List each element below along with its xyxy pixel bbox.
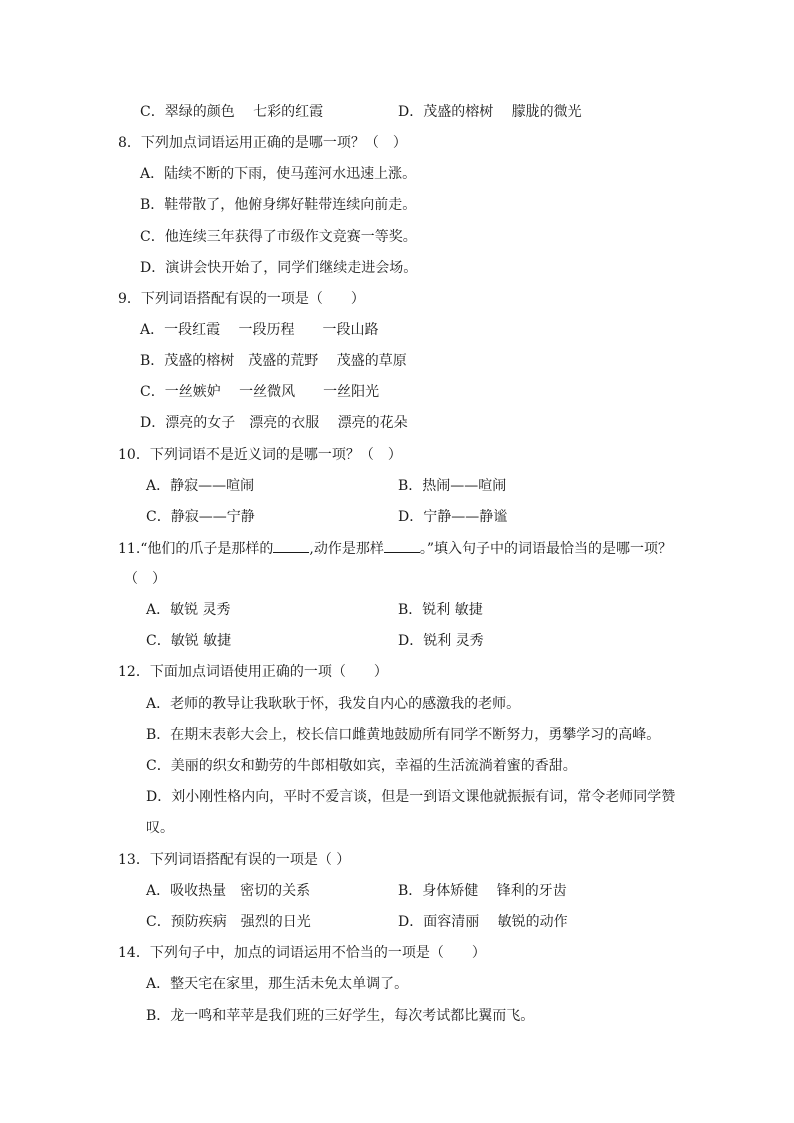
- q11-stem-part1: 11.“他们的爪子是那样的: [118, 541, 274, 557]
- q12-option-d-line1: D．刘小刚性格内向，平时不爱言谈，但是一到语文课他就振振有词，常令老师同学赞: [146, 789, 676, 805]
- q14-option-b: B．龙一鸣和苹苹是我们班的三好学生，每次考试都比翼而飞。: [146, 1008, 535, 1024]
- q12-option-a: A．老师的教导让我耿耿于怀，我发自内心的感激我的老师。: [146, 696, 521, 712]
- q12-option-d-line2: 叹。: [146, 820, 174, 836]
- q11-stem: [118, 538, 672, 559]
- q10-option-a: A．静寂——喧闹: [146, 478, 255, 494]
- q11-option-c: C．敏锐 敏捷: [146, 633, 232, 649]
- q10-option-b: B．热闹——喧闹: [398, 478, 507, 494]
- q8-option-d: D．演讲会快开始了，同学们继续走进会场。: [140, 260, 418, 276]
- q10-option-c: C．静寂——宁静: [146, 509, 255, 525]
- q13-option-c: C．预防疾病 强烈的日光: [146, 914, 311, 930]
- q7-option-d: D．茂盛的榕树 朦胧的微光: [398, 104, 582, 120]
- q8-option-a: A．陆续不断的下雨，使马莲河水迅速上涨。: [140, 166, 417, 182]
- q13-option-b: B．身体矫健 锋利的牙齿: [398, 883, 567, 899]
- q8-option-c: C．他连续三年获得了市级作文竞赛一等奖。: [140, 229, 417, 245]
- q11-stem-part3: 。”填入句子中的词语最恰当的是哪一项？: [419, 541, 673, 557]
- q12-stem: 12．下面加点词语使用正确的一项（ ）: [118, 664, 388, 680]
- q14-stem: 14．下列句子中，加点的词语运用不恰当的一项是（ ）: [118, 945, 486, 961]
- q11-option-d: D．锐利 灵秀: [398, 633, 484, 649]
- q10-option-d: D．宁静——静谧: [398, 509, 508, 525]
- q9-option-b: B．茂盛的榕树 茂盛的荒野 茂盛的草原: [140, 353, 407, 369]
- q9-option-a: A．一段红霞 一段历程 一段山路: [140, 322, 379, 338]
- q11-stem-part2: ,动作是那样: [309, 541, 384, 557]
- q12-option-b: B．在期末表彰大会上，校长信口雌黄地鼓励所有同学不断努力，勇攀学习的高峰。: [146, 727, 661, 743]
- q10-stem: 10．下列词语不是近义词的是哪一项？（ ）: [118, 447, 402, 463]
- q9-option-d: D．漂亮的女子 漂亮的衣服 漂亮的花朵: [140, 415, 408, 431]
- q8-stem: 8．下列加点词语运用正确的是哪一项？（ ）: [118, 135, 407, 151]
- q12-option-c: C．美丽的织女和勤劳的牛郎相敬如宾，幸福的生活流淌着蜜的香甜。: [146, 758, 577, 774]
- q11-blank-1: [273, 538, 309, 553]
- q7-option-c: C．翠绿的颜色 七彩的红霞: [140, 104, 324, 120]
- q8-option-b: B．鞋带散了，他俯身绑好鞋带连续向前走。: [140, 197, 417, 213]
- q13-option-a: A．吸收热量 密切的关系: [146, 883, 311, 899]
- q9-option-c: C．一丝嫉妒 一丝微风 一丝阳光: [140, 384, 380, 400]
- q14-option-a: A．整天宅在家里，那生活未免太单调了。: [146, 976, 409, 992]
- q13-stem: 13．下列词语搭配有误的一项是（ ）: [118, 852, 351, 868]
- q11-option-a: A．敏锐 灵秀: [146, 602, 231, 618]
- q11-blank-2: [384, 538, 420, 553]
- q13-option-d: D．面容清丽 敏锐的动作: [398, 914, 568, 930]
- q11-option-b: B．锐利 敏捷: [398, 602, 483, 618]
- q9-stem: 9．下列词语搭配有误的一项是（ ）: [118, 291, 365, 307]
- q11-stem-line2: （ ）: [124, 571, 166, 587]
